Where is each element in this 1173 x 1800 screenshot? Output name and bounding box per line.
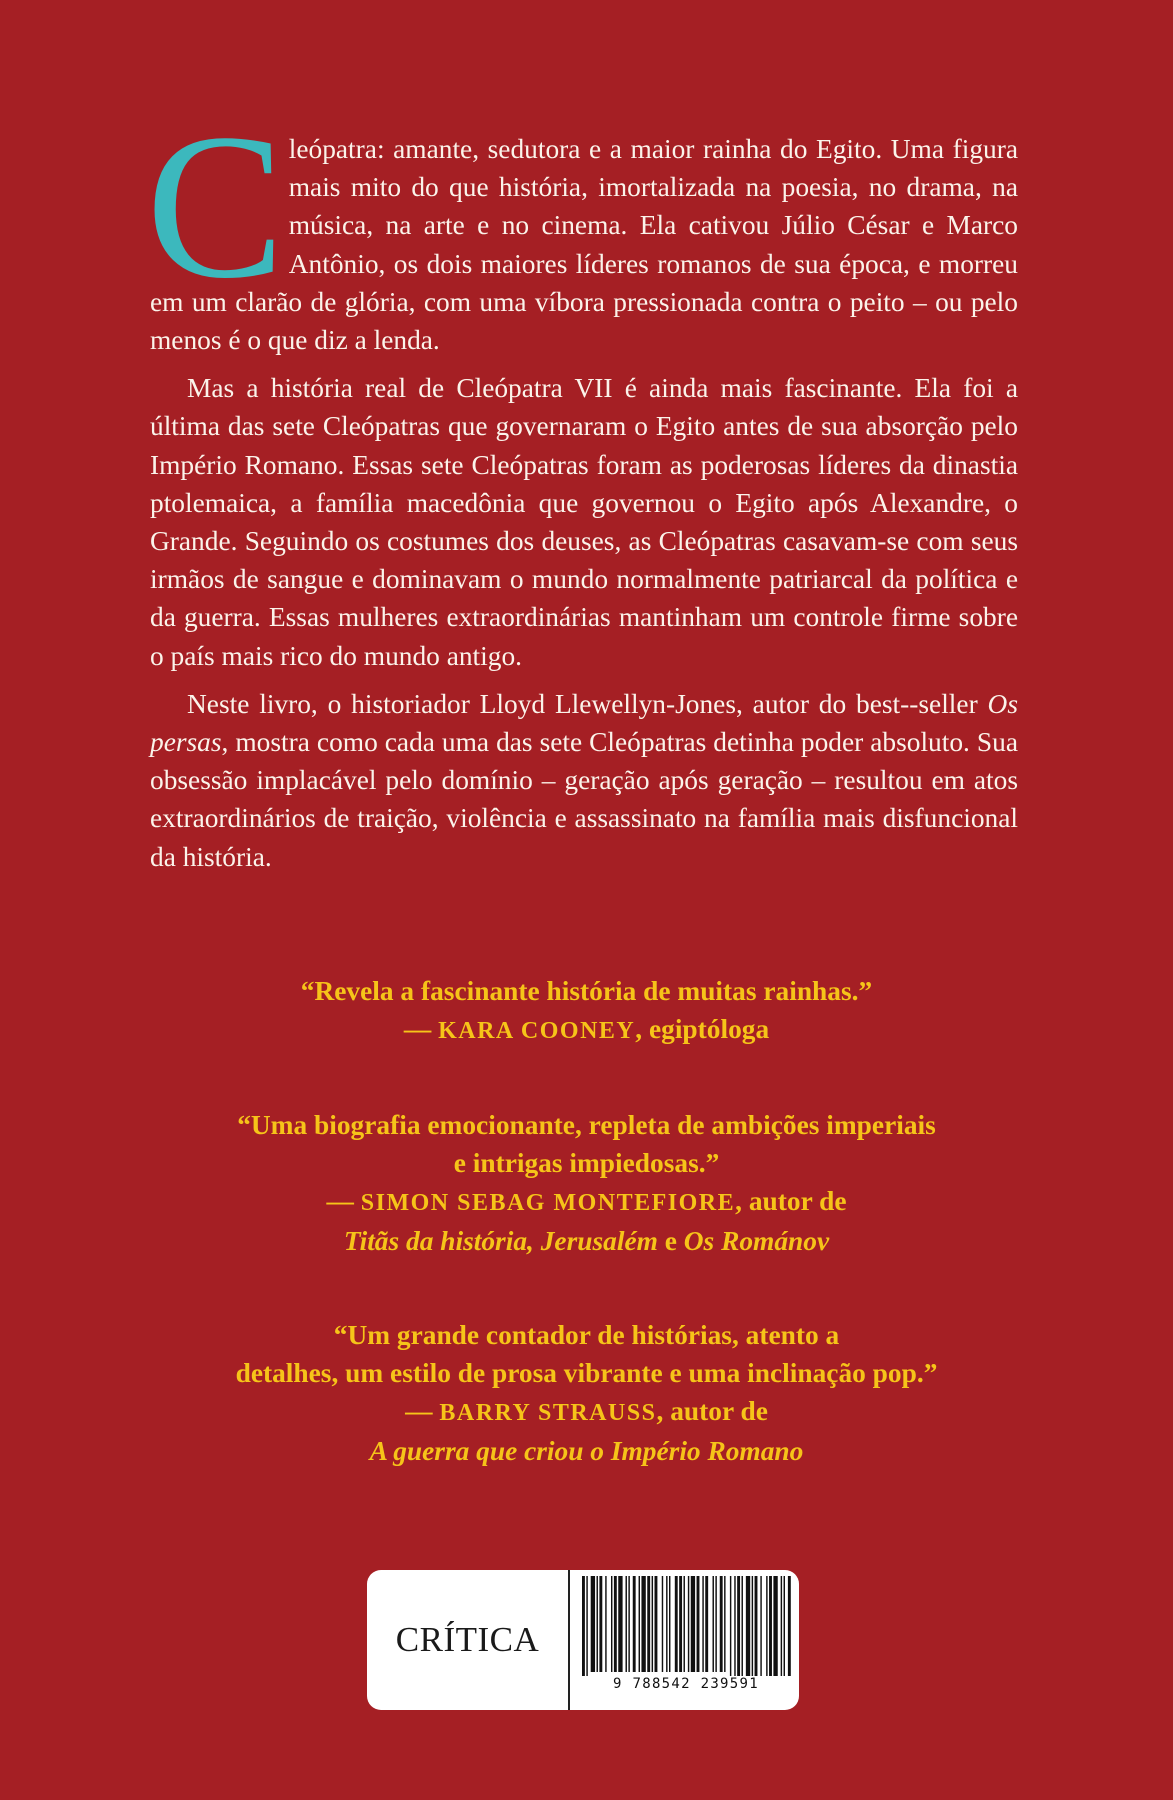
barcode-bar: [702, 1576, 703, 1672]
barcode-bar: [605, 1576, 606, 1672]
barcode-bar: [675, 1576, 678, 1672]
work-title: Jerusalém: [540, 1226, 658, 1256]
synopsis-paragraph-2: Mas a história real de Cleópatra VII é ainda mais fascinante. Ela foi a última das sete Cleópatras que governaram o Egito antes de sua absorção pelo Império Romano. Essas sete Cleópatras foram as poderosas líderes da dinastia ptolemaica, a família macedônia que governou o Egito após Alexandre, o Grande. Seguindo os costumes dos deuses, as Cleópatras casavam-se com seus irmãos de sangue e dominavam o mundo normalmente patriarcal da política e da guerra. Essas mulheres extraordinárias mantinham um controle firme sobre o país mais rico do mundo antigo.: [150, 373, 1018, 671]
work-separator: ,: [527, 1226, 541, 1256]
barcode-bar: [641, 1576, 645, 1672]
barcode-bar: [618, 1576, 622, 1672]
blurb-attribution: [0, 1182, 1173, 1222]
barcode-bar: [715, 1576, 716, 1672]
barcode-bar: [713, 1576, 714, 1672]
barcode-bar: [599, 1576, 602, 1672]
barcode-bar: [691, 1576, 695, 1672]
barcode-bar: [614, 1576, 617, 1672]
barcode-bar: [769, 1576, 772, 1676]
blurb-attribution: [0, 1010, 1173, 1050]
barcode-bar: [597, 1576, 598, 1672]
work-title: A guerra que criou o Império Romano: [369, 1436, 804, 1466]
barcode-bar: [766, 1576, 767, 1676]
blurbs: [0, 972, 1173, 1470]
barcode-bar: [611, 1576, 612, 1672]
barcode-bar: [730, 1576, 731, 1676]
barcode-bar: [697, 1576, 700, 1672]
attribution-dash: —: [405, 1396, 440, 1426]
barcode-bar: [679, 1576, 682, 1672]
paragraph-1-text: leópatra: amante, sedutora e a maior rainha do Egito. Uma figura mais mito do que história, imortalizada na poesia, no drama, na música, na arte e no cinema. Ela cativou Júlio César e Marco Antônio, os dois maiores líderes romanos de sua época, e morreu em um clarão de glória, com uma víbora pressionada contra o peito – ou pelo menos é o que diz a lenda.: [150, 134, 1018, 356]
barcode-bar: [582, 1576, 585, 1676]
blurb-text-line-1: “Uma biografia emocionante, repleta de ambições imperiais: [237, 1110, 936, 1140]
synopsis-paragraph-1: [146, 91, 1018, 359]
barcode-bar: [746, 1576, 750, 1676]
barcode: [572, 1570, 799, 1710]
blurb-work: [0, 1432, 1173, 1470]
barcode-bar: [666, 1576, 667, 1672]
barcode-bar: [647, 1576, 650, 1672]
barcode-bar: [752, 1576, 753, 1676]
barcode-bar: [626, 1576, 627, 1672]
attribution-dash: —: [403, 1014, 439, 1044]
publisher-barcode-label: [367, 1570, 799, 1710]
barcode-bar: [755, 1576, 758, 1676]
paragraph-3-end: , mostra como cada uma das sete Cleópatras detinha poder absoluto. Sua obsessão implacável pelo domínio – geração após geração – resultou em atos extraordinários de traição, violência e assassinato na família mais disfuncional da história.: [150, 727, 1018, 872]
paragraph-3-start: Neste livro, o historiador Lloyd Llewellyn-Jones, autor do best--seller: [187, 688, 988, 719]
book-title-os-persas: Os persas: [150, 688, 1018, 758]
label-divider: [568, 1570, 570, 1710]
barcode-bar: [742, 1576, 743, 1676]
attribution-dash: —: [326, 1186, 361, 1216]
publisher-logo: CRÍTICA: [395, 1620, 540, 1659]
barcode-bar: [705, 1576, 708, 1672]
blurb-strauss: [0, 1316, 1173, 1470]
synopsis-paragraph-3: [150, 685, 1018, 876]
barcode-bar: [652, 1576, 653, 1672]
barcode-bar: [628, 1576, 629, 1672]
barcode-bar: [788, 1576, 791, 1676]
work-separator: e: [657, 1226, 684, 1256]
barcode-bar: [773, 1576, 777, 1676]
barcode-bar: [662, 1576, 663, 1672]
barcode-bar: [586, 1576, 587, 1676]
barcode-bar: [655, 1576, 658, 1672]
drop-cap: C: [146, 91, 285, 321]
blurb-attribution: [0, 1392, 1173, 1432]
barcode-bar: [737, 1576, 740, 1676]
work-title: Titãs da história: [343, 1226, 528, 1256]
blurb-works: [0, 1222, 1173, 1260]
blurb-text-line-2: detalhes, um estilo de prosa vibrante e uma inclinação pop.”: [235, 1358, 938, 1388]
blurb-author: KARA COONEY: [438, 1018, 636, 1044]
blurb-author: BARRY STRAUSS: [439, 1400, 657, 1426]
blurb-text-line-1: “Um grande contador de histórias, atento a: [333, 1320, 840, 1350]
blurb-cooney: [0, 972, 1173, 1050]
barcode-bar: [760, 1576, 761, 1676]
barcode-bar: [724, 1576, 725, 1672]
barcode-bar: [591, 1576, 595, 1672]
barcode-bar: [734, 1576, 735, 1676]
barcode-bar: [669, 1576, 670, 1672]
barcode-bars: [580, 1576, 792, 1676]
isbn-number: 9 788542 239591: [613, 1676, 759, 1692]
blurb-montefiore: [0, 1106, 1173, 1260]
barcode-bar: [633, 1576, 636, 1672]
barcode-bar: [639, 1576, 640, 1672]
blurb-author: SIMON SEBAG MONTEFIORE: [360, 1190, 736, 1216]
blurb-author-role: , egiptóloga: [635, 1014, 770, 1044]
work-title: Os Románov: [683, 1226, 830, 1256]
barcode-bar: [688, 1576, 689, 1672]
barcode-bar: [720, 1576, 723, 1672]
blurb-text: “Revela a fascinante história de muitas rainhas.”: [300, 976, 873, 1006]
barcode-bar: [784, 1576, 785, 1676]
blurb-author-role: , autor de: [656, 1396, 768, 1426]
synopsis: [146, 91, 1018, 876]
barcode-bar: [781, 1576, 782, 1676]
barcode-bar: [684, 1576, 685, 1672]
blurb-text-line-2: e intrigas impiedosas.”: [453, 1148, 720, 1178]
blurb-author-role: , autor de: [735, 1186, 847, 1216]
